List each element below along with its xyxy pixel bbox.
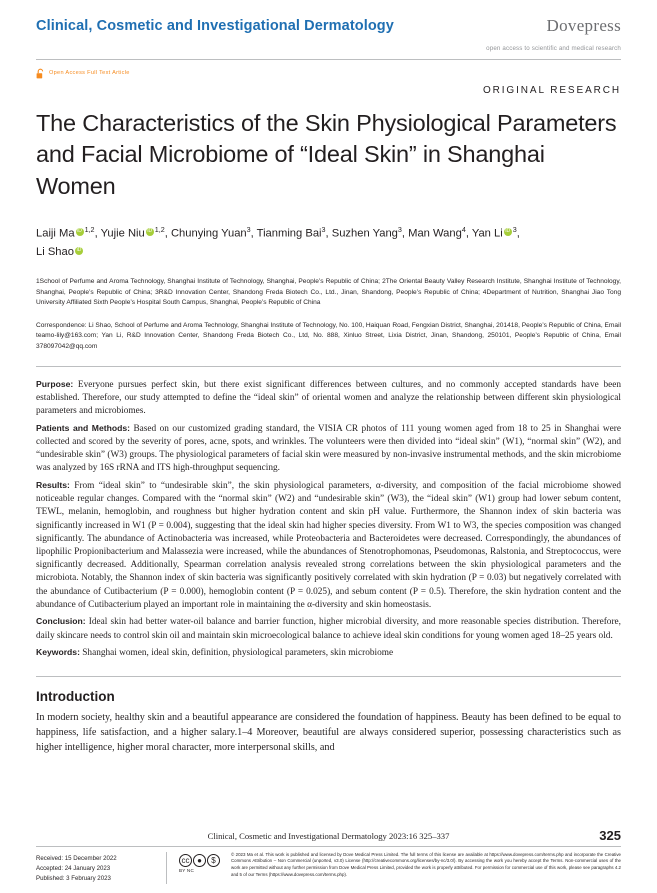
masthead — [36, 0, 621, 52]
open-access-row — [36, 67, 621, 79]
date-published: Published: 3 February 2023 — [36, 874, 111, 882]
abstract-purpose — [36, 378, 621, 419]
author-affil-marker: 3 — [397, 224, 402, 234]
author-affil-marker: 3 — [512, 224, 517, 234]
footer-citation-row — [36, 827, 621, 846]
author-name: Suzhen Yang — [331, 227, 398, 240]
masthead-divider — [36, 59, 621, 60]
abstract-results — [36, 479, 621, 612]
footer-vertical-divider — [166, 852, 167, 884]
abstract-methods-text: Based on our customized grading standard, the VISIA CR photos of 111 young women aged from 18 to 25 in Shanghai were collected and scored by the severity of pores, acne, spots, and wrinkles. The volunteers were then divided into “ideal skin” (W1), “normal skin” (W2), and “undesirable skin” (W3) groups. The physiological parameters of facial skin were measured by non-invasive instrumental methods, and the skin microbiome was analyzed by 16S rRNA and ITS high-throughput sequencing. — [36, 423, 621, 474]
abstract-keywords-text: Shanghai women, ideal skin, definition, physiological parameters, skin microbiome — [79, 648, 394, 659]
abstract-conclusion-label: Conclusion: — [36, 616, 86, 627]
author-list: Laiji Ma iD $^{1,2}$, Yujie Niu iD $^{1,2}$, Chunying Yuan$^3$, Tianming Bai$^3$, Suzhen Yang$^3$, Man Wang$^4$, Yan Li iD $^3$, Li ShaoiD — [36, 224, 621, 262]
footer-divider — [36, 846, 621, 847]
license-text: © 2023 Ma et al. This work is published and licensed by Dove Medical Press Limited. The full terms of this license are available at https://www.dovepress.com/terms.php and incorporate the Creative Commons Attribution – Non Commercial (unported, v3.0) License (http://creativecommons.org/licenses/by-nc/3.0/). By accessing the work you hereby accept the Terms. Non-commercial uses of the work are permitted without any further permission from Dove Medical Press Limited, provided the work is properly attributed. For permission for commercial use of this work, please see paragraphs 4.2 and 5 of our Terms (https://www.dovepress.com/terms.php). — [231, 851, 621, 877]
cc-license-label: BY NC — [179, 867, 194, 873]
cc-by-icon: ● — [193, 854, 206, 867]
page-number: 325 — [599, 827, 621, 843]
cc-nc-icon: $ — [207, 854, 220, 867]
author-affil-marker: 4 — [461, 224, 466, 234]
author-affil-marker: 3 — [321, 224, 326, 234]
date-accepted: Accepted: 24 January 2023 — [36, 864, 111, 872]
publisher-block — [486, 16, 621, 52]
abstract-results-text: From “ideal skin” to “undesirable skin”, the skin physiological parameters, α-diversity, and composition of the facial microbiome showed noticeable regular changes. Compared with the “normal skin” (W2) and “undesirable skin” (W3), the “ideal skin” (W1) group had lower sebum content, TEWL, melanin, hemoglobin, and roughness but higher hydration content and skin pH value. Furthermore, the Shannon index of skin bacteria was significantly increased in W1 (P = 0.004), suggesting that the ideal skin had higher species diversity. From W1 to W3, the species composition was changed significantly. The abundance of Actinobacteria was increased, while Proteobacteria and Bacteroidetes were decreased. Correspondingly, the abundances of lipophilic Propionibacterium and Malassezia were increased, while the abundances of Stenotrophomonas, Pseudomonas, Ralstonia, and Streptococcus, were significantly decreased. Additionally, Spearman correlation analysis revealed strong correlations between the skin physiological parameters and the microbiota. Notably, the Shannon index of skin bacteria was significantly positively correlated with skin hydration (P = 0.03) but negatively correlated with the abundance of Cutibacterium (P = 0.000), hemoglobin content (P = 0.025), and sebum content (P = 0.5). Therefore, the skin hydration content and the abundance of Cutibacterium played an important role in maintaining the α-diversity and skin homeostasis. — [36, 481, 621, 610]
publisher-tagline: open access to scientific and medical research — [486, 45, 621, 52]
introduction-divider — [36, 676, 621, 677]
abstract-methods-label: Patients and Methods: — [36, 422, 130, 433]
abstract-keywords-label: Keywords: — [36, 647, 80, 658]
journal-title: Clinical, Cosmetic and Investigational Dermatology — [36, 18, 394, 34]
page-title: The Characteristics of the Skin Physiological Parameters and Facial Microbiome of “Ideal Skin” in Shanghai Women — [36, 110, 617, 199]
section-heading-introduction: Introduction — [36, 688, 115, 704]
abstract-results-label: Results: — [36, 480, 70, 491]
open-access-lock-icon — [36, 67, 45, 79]
orcid-icon[interactable] — [76, 228, 84, 236]
author-name: Yujie Niu — [100, 227, 145, 240]
introduction-paragraph: In modern society, healthy skin and a beautiful appearance are considered the foundation of happiness. Beauty has been defined to be equal to happiness, life satisfaction, and a higher salary.1–4 Moreover, beautiful are always considered superior, possessing characteristics such as higher intelligence, higher moral character, more interpersonal skills, and — [36, 711, 621, 754]
abstract-conclusion-text: Ideal skin had better water-oil balance and barrier function, higher microbial diversity, and more reasonable species distribution. Therefore, daily skincare needs to control skin oil and maintain skin microecological balance to achieve ideal skin conditions for young women aged 18–25 years old. — [36, 617, 621, 641]
author-affil-marker: 1,2 — [154, 224, 165, 234]
cc-icon-group — [179, 854, 225, 867]
cc-icon: cc — [179, 854, 192, 867]
license-block — [179, 852, 621, 884]
abstract-divider — [36, 366, 621, 367]
creative-commons-badge[interactable] — [179, 852, 225, 884]
orcid-icon[interactable] — [146, 228, 154, 236]
author-name: Li Shao — [36, 245, 74, 258]
author-affil-marker: 3 — [246, 224, 251, 234]
abstract-methods — [36, 422, 621, 476]
date-received: Received: 15 December 2022 — [36, 854, 117, 862]
abstract-conclusion — [36, 615, 621, 642]
orcid-icon[interactable] — [75, 247, 83, 255]
publication-dates — [36, 852, 154, 884]
page-footer — [36, 827, 621, 893]
correspondence: Correspondence: Li Shao, School of Perfume and Aroma Technology, Shanghai Institute of Technology, No. 100, Haiquan Road, Fengxian District, Shanghai, 201418, People’s Republic of China, Email teamo-lily@163.com; Yan Li, R&D Innovation Center, Shandong Freda Biotech Co., Ltd, No. 888, Xinluo Street, Lixia District, Jinan, Shandong, 250101, People’s Republic of China, Email 378097042@qq.com — [36, 322, 621, 350]
abstract — [36, 378, 621, 661]
affiliations: 1School of Perfume and Aroma Technology, Shanghai Institute of Technology, Shanghai, People’s Republic of China; 2The Oriental Beauty Valley Research Institute, Shanghai Institute of Technology, Shanghai, People’s Republic of China; 3R&D Innovation Center, Shandong Freda Biotech Co., Ltd., Jinan, Shandong, People’s Republic of China; 4Department of Nutrition, Shanghai Jiao Tong University Affiliated Sixth People’s Hospital South Campus, Shanghai, People’s Republic of China — [36, 278, 621, 306]
footer-citation: Clinical, Cosmetic and Investigational Dermatology 2023:16 325–337 — [207, 830, 450, 841]
author-name: Chunying Yuan — [170, 227, 247, 240]
abstract-keywords — [36, 646, 621, 660]
footer-bottom — [36, 852, 621, 893]
open-access-label: Open Access Full Text Article — [49, 70, 130, 76]
abstract-purpose-text: Everyone pursues perfect skin, but there exist significant differences between cultures, and no commonly accepted standards have been established. Therefore, our study attempted to define the “ideal skin” of oriental women and analyze the relationship between different skin physiological parameters and microbiomes. — [36, 379, 621, 417]
publisher-logo: Dovepress — [546, 16, 621, 35]
orcid-icon[interactable] — [504, 228, 512, 236]
author-name: Man Wang — [408, 227, 462, 240]
article-type-label: ORIGINAL RESEARCH — [482, 85, 621, 96]
abstract-purpose-label: Purpose: — [36, 378, 74, 389]
author-name: Laiji Ma — [36, 227, 75, 240]
author-name: Tianming Bai — [256, 227, 322, 240]
author-name: Yan Li — [471, 227, 503, 240]
author-affil-marker: 1,2 — [84, 224, 95, 234]
